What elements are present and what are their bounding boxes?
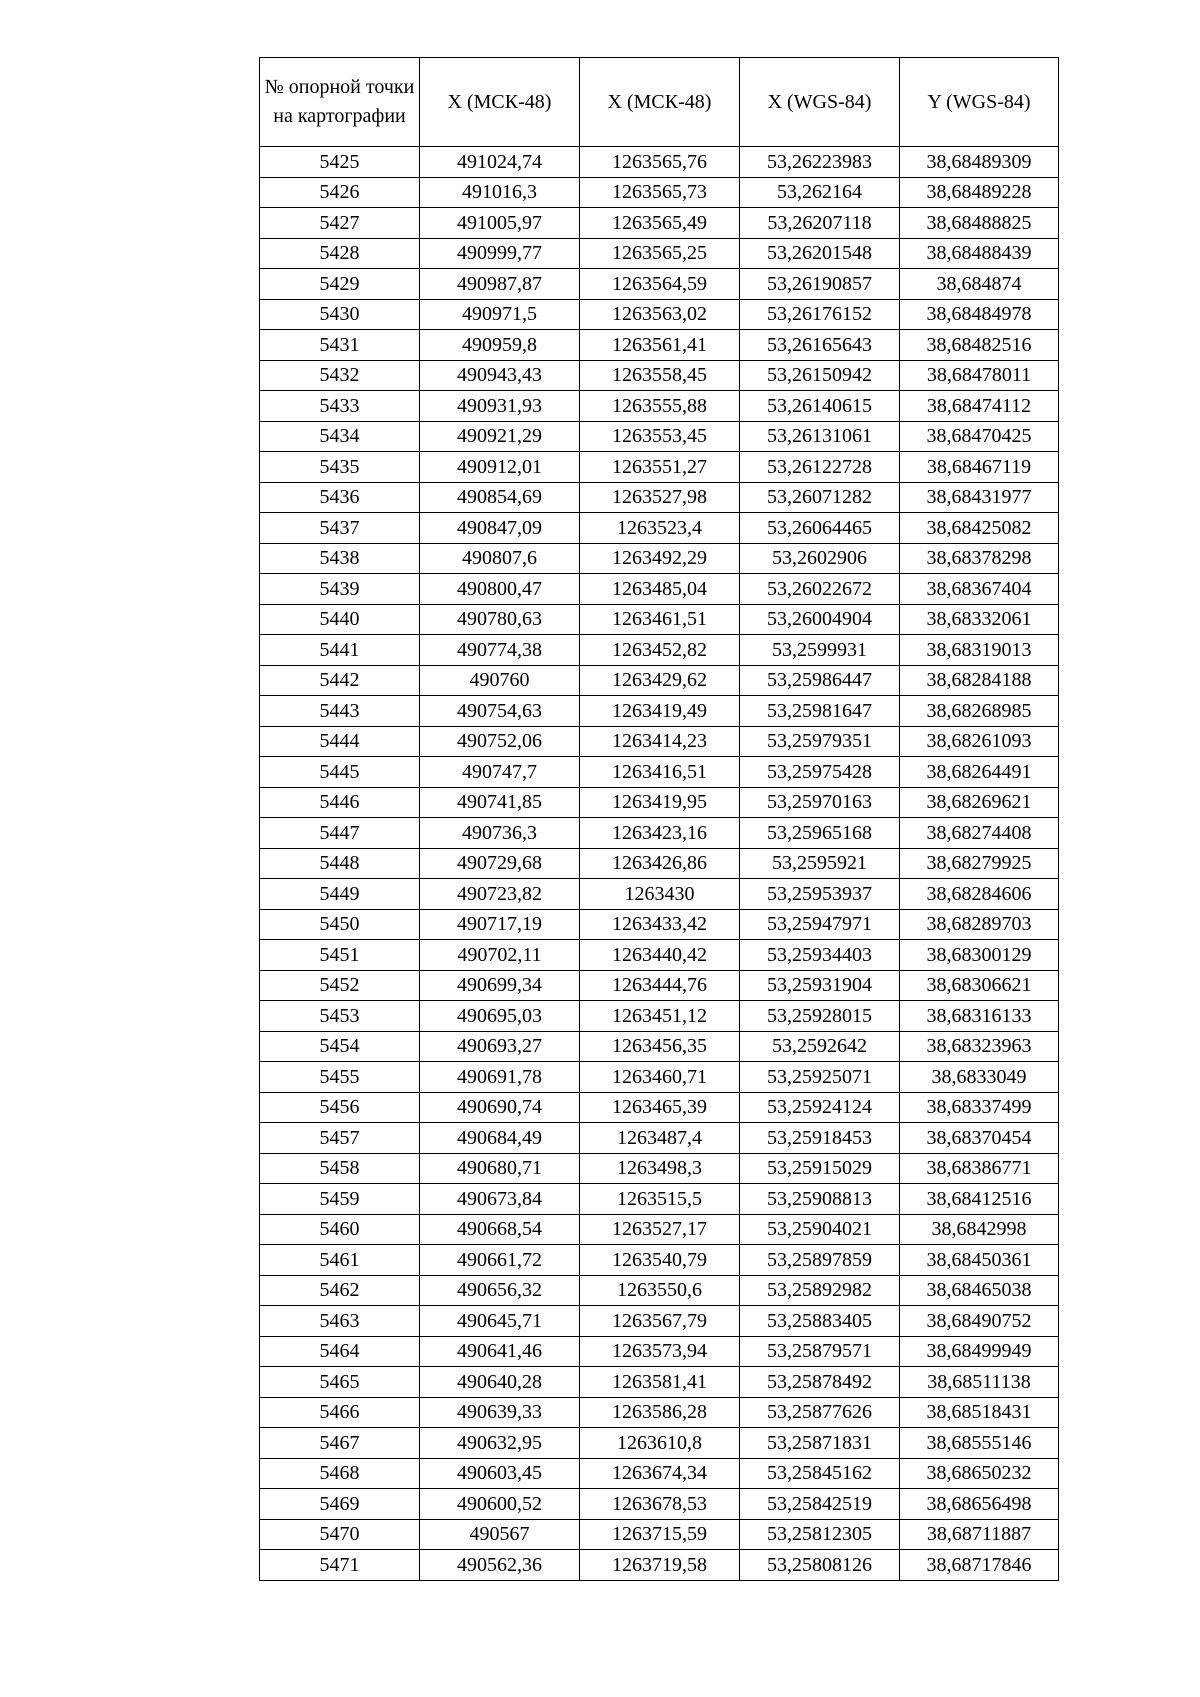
cell-x-msk48-second: 1263527,98 xyxy=(580,482,740,513)
cell-point-number: 5446 xyxy=(260,787,420,818)
table-row xyxy=(260,1336,1059,1367)
table-row xyxy=(260,330,1059,361)
cell-y-wgs84: 38,68289703 xyxy=(900,909,1059,940)
table-row xyxy=(260,543,1059,574)
cell-x-msk48-second: 1263456,35 xyxy=(580,1031,740,1062)
cell-x-msk48-second: 1263444,76 xyxy=(580,970,740,1001)
cell-x-msk48-second: 1263433,42 xyxy=(580,909,740,940)
cell-x-msk48: 490656,32 xyxy=(420,1275,580,1306)
cell-point-number: 5459 xyxy=(260,1184,420,1215)
cell-x-msk48-second: 1263610,8 xyxy=(580,1428,740,1459)
cell-x-msk48-second: 1263515,5 xyxy=(580,1184,740,1215)
table-row xyxy=(260,696,1059,727)
cell-point-number: 5471 xyxy=(260,1550,420,1581)
cell-x-msk48-second: 1263550,6 xyxy=(580,1275,740,1306)
cell-x-wgs84: 53,26165643 xyxy=(740,330,900,361)
table-row xyxy=(260,635,1059,666)
cell-x-msk48-second: 1263423,16 xyxy=(580,818,740,849)
cell-x-msk48: 491016,3 xyxy=(420,177,580,208)
cell-x-wgs84: 53,2602906 xyxy=(740,543,900,574)
cell-x-msk48: 490723,82 xyxy=(420,879,580,910)
cell-x-wgs84: 53,25892982 xyxy=(740,1275,900,1306)
cell-point-number: 5442 xyxy=(260,665,420,696)
table-row xyxy=(260,940,1059,971)
cell-x-msk48: 490645,71 xyxy=(420,1306,580,1337)
table-row xyxy=(260,1153,1059,1184)
cell-x-wgs84: 53,25979351 xyxy=(740,726,900,757)
table-row xyxy=(260,1428,1059,1459)
table-row xyxy=(260,726,1059,757)
table-row xyxy=(260,1367,1059,1398)
cell-x-msk48: 490959,8 xyxy=(420,330,580,361)
cell-y-wgs84: 38,68284606 xyxy=(900,879,1059,910)
cell-point-number: 5455 xyxy=(260,1062,420,1093)
cell-x-msk48-second: 1263430 xyxy=(580,879,740,910)
cell-x-wgs84: 53,25934403 xyxy=(740,940,900,971)
cell-point-number: 5469 xyxy=(260,1489,420,1520)
cell-x-msk48: 490632,95 xyxy=(420,1428,580,1459)
cell-x-wgs84: 53,26150942 xyxy=(740,360,900,391)
cell-y-wgs84: 38,68470425 xyxy=(900,421,1059,452)
cell-point-number: 5432 xyxy=(260,360,420,391)
cell-x-msk48: 490567 xyxy=(420,1519,580,1550)
cell-x-wgs84: 53,2592642 xyxy=(740,1031,900,1062)
cell-x-wgs84: 53,25953937 xyxy=(740,879,900,910)
table-row xyxy=(260,757,1059,788)
cell-y-wgs84: 38,68332061 xyxy=(900,604,1059,635)
cell-x-wgs84: 53,26004904 xyxy=(740,604,900,635)
cell-point-number: 5425 xyxy=(260,147,420,178)
header-point-number: № опорной точки на картографии xyxy=(260,58,420,147)
cell-x-msk48-second: 1263564,59 xyxy=(580,269,740,300)
cell-x-msk48-second: 1263565,73 xyxy=(580,177,740,208)
cell-x-msk48: 490684,49 xyxy=(420,1123,580,1154)
cell-point-number: 5458 xyxy=(260,1153,420,1184)
header-y-wgs84: Y (WGS-84) xyxy=(900,58,1059,147)
table-row xyxy=(260,909,1059,940)
cell-x-wgs84: 53,26176152 xyxy=(740,299,900,330)
cell-y-wgs84: 38,68274408 xyxy=(900,818,1059,849)
cell-y-wgs84: 38,68482516 xyxy=(900,330,1059,361)
cell-point-number: 5428 xyxy=(260,238,420,269)
table-row xyxy=(260,269,1059,300)
cell-x-msk48-second: 1263573,94 xyxy=(580,1336,740,1367)
cell-x-msk48: 490741,85 xyxy=(420,787,580,818)
table-row xyxy=(260,208,1059,239)
table-row xyxy=(260,1123,1059,1154)
cell-y-wgs84: 38,68370454 xyxy=(900,1123,1059,1154)
cell-y-wgs84: 38,68511138 xyxy=(900,1367,1059,1398)
cell-x-wgs84: 53,25877626 xyxy=(740,1397,900,1428)
cell-x-msk48: 490780,63 xyxy=(420,604,580,635)
cell-x-msk48-second: 1263440,42 xyxy=(580,940,740,971)
cell-x-msk48: 490736,3 xyxy=(420,818,580,849)
cell-x-msk48: 490854,69 xyxy=(420,482,580,513)
cell-y-wgs84: 38,68467119 xyxy=(900,452,1059,483)
table-row xyxy=(260,513,1059,544)
cell-x-msk48: 490760 xyxy=(420,665,580,696)
cell-x-msk48-second: 1263487,4 xyxy=(580,1123,740,1154)
cell-y-wgs84: 38,68656498 xyxy=(900,1489,1059,1520)
table-row xyxy=(260,1031,1059,1062)
cell-x-msk48: 490847,09 xyxy=(420,513,580,544)
cell-y-wgs84: 38,68319013 xyxy=(900,635,1059,666)
table-row xyxy=(260,1062,1059,1093)
cell-x-msk48-second: 1263553,45 xyxy=(580,421,740,452)
cell-x-wgs84: 53,2599931 xyxy=(740,635,900,666)
table-row xyxy=(260,421,1059,452)
cell-x-msk48-second: 1263498,3 xyxy=(580,1153,740,1184)
cell-x-msk48-second: 1263565,49 xyxy=(580,208,740,239)
cell-x-msk48: 490600,52 xyxy=(420,1489,580,1520)
cell-y-wgs84: 38,68425082 xyxy=(900,513,1059,544)
cell-x-msk48: 490661,72 xyxy=(420,1245,580,1276)
table-row xyxy=(260,1397,1059,1428)
table-row xyxy=(260,1306,1059,1337)
cell-point-number: 5443 xyxy=(260,696,420,727)
table-row xyxy=(260,1001,1059,1032)
cell-x-msk48-second: 1263558,45 xyxy=(580,360,740,391)
cell-y-wgs84: 38,68650232 xyxy=(900,1458,1059,1489)
cell-x-msk48-second: 1263419,49 xyxy=(580,696,740,727)
table-row xyxy=(260,360,1059,391)
header-x-wgs84: X (WGS-84) xyxy=(740,58,900,147)
cell-x-msk48-second: 1263540,79 xyxy=(580,1245,740,1276)
cell-y-wgs84: 38,68490752 xyxy=(900,1306,1059,1337)
cell-y-wgs84: 38,68489309 xyxy=(900,147,1059,178)
cell-x-wgs84: 53,2595921 xyxy=(740,848,900,879)
cell-x-msk48-second: 1263460,71 xyxy=(580,1062,740,1093)
cell-y-wgs84: 38,68717846 xyxy=(900,1550,1059,1581)
cell-x-msk48: 490680,71 xyxy=(420,1153,580,1184)
coordinates-table xyxy=(259,57,1059,1581)
cell-x-msk48: 490562,36 xyxy=(420,1550,580,1581)
cell-x-msk48: 490603,45 xyxy=(420,1458,580,1489)
table-row xyxy=(260,1184,1059,1215)
cell-x-msk48: 490807,6 xyxy=(420,543,580,574)
cell-y-wgs84: 38,68316133 xyxy=(900,1001,1059,1032)
cell-x-msk48: 490774,38 xyxy=(420,635,580,666)
cell-point-number: 5449 xyxy=(260,879,420,910)
cell-x-msk48-second: 1263465,39 xyxy=(580,1092,740,1123)
table-row xyxy=(260,1214,1059,1245)
cell-point-number: 5430 xyxy=(260,299,420,330)
table-row xyxy=(260,1245,1059,1276)
cell-x-msk48-second: 1263416,51 xyxy=(580,757,740,788)
cell-x-msk48-second: 1263523,4 xyxy=(580,513,740,544)
table-row xyxy=(260,1519,1059,1550)
cell-x-wgs84: 53,25947971 xyxy=(740,909,900,940)
cell-y-wgs84: 38,68555146 xyxy=(900,1428,1059,1459)
cell-x-wgs84: 53,25925071 xyxy=(740,1062,900,1093)
cell-x-wgs84: 53,25897859 xyxy=(740,1245,900,1276)
cell-x-msk48: 490800,47 xyxy=(420,574,580,605)
cell-x-msk48: 490747,7 xyxy=(420,757,580,788)
cell-x-wgs84: 53,26022672 xyxy=(740,574,900,605)
cell-point-number: 5439 xyxy=(260,574,420,605)
cell-y-wgs84: 38,68465038 xyxy=(900,1275,1059,1306)
cell-y-wgs84: 38,68269621 xyxy=(900,787,1059,818)
cell-x-msk48: 490717,19 xyxy=(420,909,580,940)
cell-x-wgs84: 53,25975428 xyxy=(740,757,900,788)
cell-point-number: 5462 xyxy=(260,1275,420,1306)
cell-x-msk48: 490754,63 xyxy=(420,696,580,727)
cell-x-wgs84: 53,262164 xyxy=(740,177,900,208)
cell-x-wgs84: 53,26071282 xyxy=(740,482,900,513)
cell-x-wgs84: 53,26207118 xyxy=(740,208,900,239)
cell-x-msk48: 490693,27 xyxy=(420,1031,580,1062)
cell-x-msk48-second: 1263567,79 xyxy=(580,1306,740,1337)
cell-x-msk48-second: 1263551,27 xyxy=(580,452,740,483)
cell-y-wgs84: 38,68488439 xyxy=(900,238,1059,269)
cell-y-wgs84: 38,68499949 xyxy=(900,1336,1059,1367)
cell-x-msk48-second: 1263492,29 xyxy=(580,543,740,574)
cell-x-wgs84: 53,25904021 xyxy=(740,1214,900,1245)
table-row xyxy=(260,147,1059,178)
table-row xyxy=(260,879,1059,910)
cell-point-number: 5435 xyxy=(260,452,420,483)
table-row xyxy=(260,177,1059,208)
cell-x-msk48: 490999,77 xyxy=(420,238,580,269)
cell-point-number: 5431 xyxy=(260,330,420,361)
table-row xyxy=(260,452,1059,483)
table-body xyxy=(260,147,1059,1581)
cell-x-msk48-second: 1263715,59 xyxy=(580,1519,740,1550)
cell-point-number: 5463 xyxy=(260,1306,420,1337)
cell-point-number: 5437 xyxy=(260,513,420,544)
table-row xyxy=(260,238,1059,269)
cell-y-wgs84: 38,6833049 xyxy=(900,1062,1059,1093)
table-row xyxy=(260,1092,1059,1123)
table-header-row xyxy=(260,58,1059,147)
header-x-msk48-second: X (МСК-48) xyxy=(580,58,740,147)
cell-point-number: 5461 xyxy=(260,1245,420,1276)
cell-y-wgs84: 38,68518431 xyxy=(900,1397,1059,1428)
table-row xyxy=(260,1550,1059,1581)
table-row xyxy=(260,299,1059,330)
cell-point-number: 5460 xyxy=(260,1214,420,1245)
cell-x-msk48: 490695,03 xyxy=(420,1001,580,1032)
table-row xyxy=(260,665,1059,696)
cell-x-wgs84: 53,25915029 xyxy=(740,1153,900,1184)
cell-x-msk48-second: 1263563,02 xyxy=(580,299,740,330)
cell-x-wgs84: 53,26190857 xyxy=(740,269,900,300)
cell-y-wgs84: 38,684874 xyxy=(900,269,1059,300)
cell-x-wgs84: 53,25812305 xyxy=(740,1519,900,1550)
cell-x-wgs84: 53,26223983 xyxy=(740,147,900,178)
cell-x-wgs84: 53,25965168 xyxy=(740,818,900,849)
cell-y-wgs84: 38,6842998 xyxy=(900,1214,1059,1245)
cell-point-number: 5436 xyxy=(260,482,420,513)
cell-y-wgs84: 38,68323963 xyxy=(900,1031,1059,1062)
cell-y-wgs84: 38,68284188 xyxy=(900,665,1059,696)
cell-point-number: 5438 xyxy=(260,543,420,574)
table-row xyxy=(260,970,1059,1001)
cell-x-wgs84: 53,25845162 xyxy=(740,1458,900,1489)
cell-x-wgs84: 53,25883405 xyxy=(740,1306,900,1337)
cell-y-wgs84: 38,68268985 xyxy=(900,696,1059,727)
cell-x-msk48: 490668,54 xyxy=(420,1214,580,1245)
cell-x-msk48-second: 1263527,17 xyxy=(580,1214,740,1245)
cell-x-msk48-second: 1263485,04 xyxy=(580,574,740,605)
cell-y-wgs84: 38,68450361 xyxy=(900,1245,1059,1276)
cell-x-wgs84: 53,25924124 xyxy=(740,1092,900,1123)
cell-x-msk48: 490691,78 xyxy=(420,1062,580,1093)
cell-x-msk48: 490640,28 xyxy=(420,1367,580,1398)
cell-y-wgs84: 38,68478011 xyxy=(900,360,1059,391)
cell-y-wgs84: 38,68489228 xyxy=(900,177,1059,208)
cell-x-msk48: 490690,74 xyxy=(420,1092,580,1123)
cell-x-wgs84: 53,25970163 xyxy=(740,787,900,818)
cell-x-msk48-second: 1263565,76 xyxy=(580,147,740,178)
cell-point-number: 5433 xyxy=(260,391,420,422)
cell-x-msk48: 490641,46 xyxy=(420,1336,580,1367)
cell-x-msk48: 490699,34 xyxy=(420,970,580,1001)
cell-point-number: 5452 xyxy=(260,970,420,1001)
cell-x-msk48-second: 1263429,62 xyxy=(580,665,740,696)
cell-x-msk48-second: 1263426,86 xyxy=(580,848,740,879)
table-row xyxy=(260,1489,1059,1520)
cell-x-wgs84: 53,25842519 xyxy=(740,1489,900,1520)
cell-x-msk48: 491005,97 xyxy=(420,208,580,239)
cell-point-number: 5448 xyxy=(260,848,420,879)
cell-x-msk48: 490752,06 xyxy=(420,726,580,757)
cell-y-wgs84: 38,68378298 xyxy=(900,543,1059,574)
cell-point-number: 5457 xyxy=(260,1123,420,1154)
cell-point-number: 5440 xyxy=(260,604,420,635)
cell-x-wgs84: 53,25981647 xyxy=(740,696,900,727)
table-row xyxy=(260,818,1059,849)
cell-x-msk48-second: 1263414,23 xyxy=(580,726,740,757)
cell-x-msk48-second: 1263678,53 xyxy=(580,1489,740,1520)
cell-x-wgs84: 53,25986447 xyxy=(740,665,900,696)
cell-y-wgs84: 38,68264491 xyxy=(900,757,1059,788)
cell-x-msk48: 490639,33 xyxy=(420,1397,580,1428)
cell-x-msk48: 490673,84 xyxy=(420,1184,580,1215)
cell-x-msk48: 490943,43 xyxy=(420,360,580,391)
cell-y-wgs84: 38,68412516 xyxy=(900,1184,1059,1215)
cell-x-wgs84: 53,25908813 xyxy=(740,1184,900,1215)
table-row xyxy=(260,848,1059,879)
cell-x-wgs84: 53,26064465 xyxy=(740,513,900,544)
cell-x-msk48: 490912,01 xyxy=(420,452,580,483)
cell-x-wgs84: 53,26122728 xyxy=(740,452,900,483)
cell-x-msk48-second: 1263451,12 xyxy=(580,1001,740,1032)
cell-x-wgs84: 53,26201548 xyxy=(740,238,900,269)
cell-point-number: 5465 xyxy=(260,1367,420,1398)
cell-y-wgs84: 38,68279925 xyxy=(900,848,1059,879)
cell-point-number: 5447 xyxy=(260,818,420,849)
table-row xyxy=(260,787,1059,818)
table-row xyxy=(260,482,1059,513)
cell-x-wgs84: 53,26140615 xyxy=(740,391,900,422)
cell-x-msk48-second: 1263674,34 xyxy=(580,1458,740,1489)
cell-point-number: 5456 xyxy=(260,1092,420,1123)
cell-y-wgs84: 38,68711887 xyxy=(900,1519,1059,1550)
cell-x-wgs84: 53,25931904 xyxy=(740,970,900,1001)
cell-x-msk48-second: 1263461,51 xyxy=(580,604,740,635)
cell-x-msk48-second: 1263581,41 xyxy=(580,1367,740,1398)
cell-y-wgs84: 38,68431977 xyxy=(900,482,1059,513)
cell-x-msk48-second: 1263719,58 xyxy=(580,1550,740,1581)
cell-y-wgs84: 38,68488825 xyxy=(900,208,1059,239)
cell-x-msk48-second: 1263555,88 xyxy=(580,391,740,422)
cell-x-msk48: 490729,68 xyxy=(420,848,580,879)
cell-y-wgs84: 38,68367404 xyxy=(900,574,1059,605)
cell-x-wgs84: 53,25808126 xyxy=(740,1550,900,1581)
cell-point-number: 5470 xyxy=(260,1519,420,1550)
table-row xyxy=(260,391,1059,422)
cell-point-number: 5451 xyxy=(260,940,420,971)
cell-x-msk48-second: 1263419,95 xyxy=(580,787,740,818)
cell-point-number: 5429 xyxy=(260,269,420,300)
cell-x-wgs84: 53,25918453 xyxy=(740,1123,900,1154)
cell-x-msk48-second: 1263452,82 xyxy=(580,635,740,666)
table-row xyxy=(260,1458,1059,1489)
cell-x-wgs84: 53,26131061 xyxy=(740,421,900,452)
cell-x-msk48: 490921,29 xyxy=(420,421,580,452)
cell-x-wgs84: 53,25871831 xyxy=(740,1428,900,1459)
cell-point-number: 5468 xyxy=(260,1458,420,1489)
cell-y-wgs84: 38,68474112 xyxy=(900,391,1059,422)
table-row xyxy=(260,574,1059,605)
cell-point-number: 5454 xyxy=(260,1031,420,1062)
cell-point-number: 5427 xyxy=(260,208,420,239)
cell-y-wgs84: 38,68484978 xyxy=(900,299,1059,330)
cell-point-number: 5444 xyxy=(260,726,420,757)
cell-x-msk48: 490971,5 xyxy=(420,299,580,330)
table-row xyxy=(260,1275,1059,1306)
cell-point-number: 5434 xyxy=(260,421,420,452)
cell-x-wgs84: 53,25928015 xyxy=(740,1001,900,1032)
table-row xyxy=(260,604,1059,635)
cell-x-msk48: 490987,87 xyxy=(420,269,580,300)
cell-y-wgs84: 38,68261093 xyxy=(900,726,1059,757)
cell-y-wgs84: 38,68386771 xyxy=(900,1153,1059,1184)
cell-x-msk48: 490931,93 xyxy=(420,391,580,422)
cell-x-msk48-second: 1263561,41 xyxy=(580,330,740,361)
cell-x-wgs84: 53,25878492 xyxy=(740,1367,900,1398)
cell-x-msk48-second: 1263565,25 xyxy=(580,238,740,269)
cell-x-msk48: 490702,11 xyxy=(420,940,580,971)
cell-point-number: 5453 xyxy=(260,1001,420,1032)
cell-point-number: 5464 xyxy=(260,1336,420,1367)
header-x-msk48: X (МСК-48) xyxy=(420,58,580,147)
cell-point-number: 5445 xyxy=(260,757,420,788)
cell-point-number: 5441 xyxy=(260,635,420,666)
cell-x-msk48: 491024,74 xyxy=(420,147,580,178)
cell-y-wgs84: 38,68337499 xyxy=(900,1092,1059,1123)
cell-point-number: 5467 xyxy=(260,1428,420,1459)
cell-point-number: 5466 xyxy=(260,1397,420,1428)
cell-x-wgs84: 53,25879571 xyxy=(740,1336,900,1367)
cell-point-number: 5450 xyxy=(260,909,420,940)
cell-y-wgs84: 38,68306621 xyxy=(900,970,1059,1001)
cell-point-number: 5426 xyxy=(260,177,420,208)
cell-y-wgs84: 38,68300129 xyxy=(900,940,1059,971)
cell-x-msk48-second: 1263586,28 xyxy=(580,1397,740,1428)
